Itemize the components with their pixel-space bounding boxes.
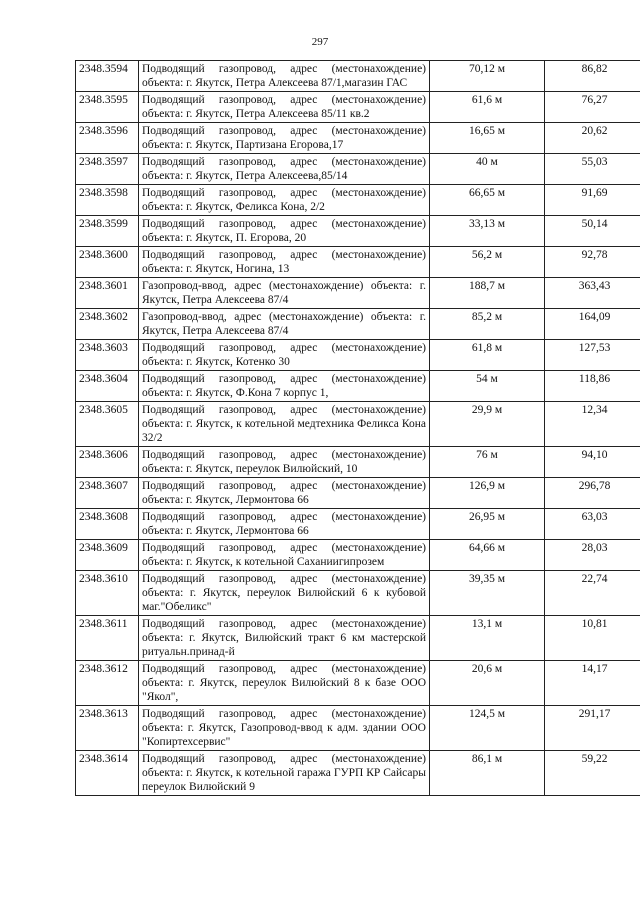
cell-length: 126,9 м [430, 478, 545, 509]
table-row [76, 61, 640, 92]
cell-id: 2348.3600 [76, 247, 139, 278]
cell-cost: 296,78 [545, 478, 640, 509]
cell-description: Подводящий газопровод, адрес (местонахождение) объекта: г. Якутск, Ногина, 13 [139, 247, 430, 278]
cell-description: Подводящий газопровод, адрес (местонахождение) объекта: г. Якутск, Феликса Кона, 2/2 [139, 185, 430, 216]
cell-id: 2348.3609 [76, 540, 139, 571]
cell-description: Подводящий газопровод, адрес (местонахождение) объекта: г. Якутск, Лермонтова 66 [139, 509, 430, 540]
cell-length: 188,7 м [430, 278, 545, 309]
cell-id: 2348.3607 [76, 478, 139, 509]
cell-length: 76 м [430, 447, 545, 478]
cell-description: Подводящий газопровод, адрес (местонахождение) объекта: г. Якутск, переулок Вилюйский, 10 [139, 447, 430, 478]
cell-length: 85,2 м [430, 309, 545, 340]
cell-description: Подводящий газопровод, адрес (местонахождение) объекта: г. Якутск, переулок Вилюйский 8 к базе ООО "Якол", [139, 661, 430, 706]
cell-length: 66,65 м [430, 185, 545, 216]
cell-length: 124,5 м [430, 706, 545, 751]
cell-description: Подводящий газопровод, адрес (местонахождение) объекта: г. Якутск, Петра Алексеева 87/1,магазин ГАС [139, 61, 430, 92]
cell-id: 2348.3613 [76, 706, 139, 751]
table-row [76, 309, 640, 340]
cell-length: 64,66 м [430, 540, 545, 571]
cell-id: 2348.3601 [76, 278, 139, 309]
cell-id: 2348.3614 [76, 751, 139, 796]
cell-cost: 50,14 [545, 216, 640, 247]
table-row [76, 340, 640, 371]
cell-description: Подводящий газопровод, адрес (местонахождение) объекта: г. Якутск, Газопровод-ввод к адм. здании ООО "Копиртехсервис" [139, 706, 430, 751]
registry-table-body [76, 61, 640, 796]
cell-length: 40 м [430, 154, 545, 185]
cell-id: 2348.3606 [76, 447, 139, 478]
cell-cost: 291,17 [545, 706, 640, 751]
table-row [76, 278, 640, 309]
cell-description: Подводящий газопровод, адрес (местонахождение) объекта: г. Якутск, Лермонтова 66 [139, 478, 430, 509]
cell-cost: 63,03 [545, 509, 640, 540]
cell-description: Подводящий газопровод, адрес (местонахождение) объекта: г. Якутск, Петра Алексеева 85/11 кв.2 [139, 92, 430, 123]
registry-table [75, 60, 640, 796]
cell-cost: 55,03 [545, 154, 640, 185]
cell-cost: 14,17 [545, 661, 640, 706]
cell-length: 86,1 м [430, 751, 545, 796]
cell-cost: 86,82 [545, 61, 640, 92]
cell-description: Подводящий газопровод, адрес (местонахождение) объекта: г. Якутск, Вилюйский тракт 6 км мастерской ритуальн.принад-й [139, 616, 430, 661]
cell-length: 56,2 м [430, 247, 545, 278]
cell-length: 29,9 м [430, 402, 545, 447]
cell-length: 33,13 м [430, 216, 545, 247]
cell-description: Подводящий газопровод, адрес (местонахождение) объекта: г. Якутск, Партизана Егорова,17 [139, 123, 430, 154]
cell-id: 2348.3611 [76, 616, 139, 661]
cell-id: 2348.3599 [76, 216, 139, 247]
table-row [76, 216, 640, 247]
cell-cost: 59,22 [545, 751, 640, 796]
cell-cost: 20,62 [545, 123, 640, 154]
cell-length: 26,95 м [430, 509, 545, 540]
table-row [76, 447, 640, 478]
cell-description: Газопровод-ввод, адрес (местонахождение) объекта: г. Якутск, Петра Алексеева 87/4 [139, 278, 430, 309]
table-row [76, 92, 640, 123]
cell-length: 16,65 м [430, 123, 545, 154]
cell-id: 2348.3595 [76, 92, 139, 123]
cell-id: 2348.3597 [76, 154, 139, 185]
cell-description: Подводящий газопровод, адрес (местонахождение) объекта: г. Якутск, к котельной медтехника Феликса Кона 32/2 [139, 402, 430, 447]
cell-id: 2348.3596 [76, 123, 139, 154]
cell-id: 2348.3610 [76, 571, 139, 616]
table-row [76, 154, 640, 185]
cell-cost: 22,74 [545, 571, 640, 616]
cell-length: 54 м [430, 371, 545, 402]
table-row [76, 402, 640, 447]
cell-description: Подводящий газопровод, адрес (местонахождение) объекта: г. Якутск, П. Егорова, 20 [139, 216, 430, 247]
cell-length: 20,6 м [430, 661, 545, 706]
table-row [76, 706, 640, 751]
cell-length: 13,1 м [430, 616, 545, 661]
cell-description: Подводящий газопровод, адрес (местонахождение) объекта: г. Якутск, Котенко 30 [139, 340, 430, 371]
cell-id: 2348.3602 [76, 309, 139, 340]
cell-cost: 118,86 [545, 371, 640, 402]
cell-id: 2348.3598 [76, 185, 139, 216]
cell-cost: 28,03 [545, 540, 640, 571]
table-row [76, 123, 640, 154]
cell-id: 2348.3605 [76, 402, 139, 447]
cell-cost: 91,69 [545, 185, 640, 216]
table-row [76, 751, 640, 796]
cell-length: 61,6 м [430, 92, 545, 123]
table-row [76, 371, 640, 402]
table-row [76, 571, 640, 616]
cell-length: 61,8 м [430, 340, 545, 371]
cell-description: Подводящий газопровод, адрес (местонахождение) объекта: г. Якутск, Петра Алексеева,85/14 [139, 154, 430, 185]
cell-cost: 94,10 [545, 447, 640, 478]
cell-id: 2348.3604 [76, 371, 139, 402]
cell-cost: 76,27 [545, 92, 640, 123]
cell-id: 2348.3608 [76, 509, 139, 540]
table-row [76, 247, 640, 278]
cell-cost: 10,81 [545, 616, 640, 661]
cell-id: 2348.3612 [76, 661, 139, 706]
table-row [76, 540, 640, 571]
page-number: 297 [311, 36, 329, 48]
table-row [76, 616, 640, 661]
cell-description: Подводящий газопровод, адрес (местонахождение) объекта: г. Якутск, Ф.Кона 7 корпус 1, [139, 371, 430, 402]
table-row [76, 478, 640, 509]
table-row [76, 661, 640, 706]
cell-length: 39,35 м [430, 571, 545, 616]
cell-description: Подводящий газопровод, адрес (местонахождение) объекта: г. Якутск, к котельной гаража ГУРП КР Сайсары переулок Вилюйский 9 [139, 751, 430, 796]
table-row [76, 185, 640, 216]
cell-description: Подводящий газопровод, адрес (местонахождение) объекта: г. Якутск, к котельной Саханиигипрозем [139, 540, 430, 571]
cell-cost: 127,53 [545, 340, 640, 371]
table-row [76, 509, 640, 540]
cell-cost: 363,43 [545, 278, 640, 309]
cell-id: 2348.3594 [76, 61, 139, 92]
cell-length: 70,12 м [430, 61, 545, 92]
cell-description: Подводящий газопровод, адрес (местонахождение) объекта: г. Якутск, переулок Вилюйский 6 к кубовой маг."Обеликс" [139, 571, 430, 616]
cell-cost: 164,09 [545, 309, 640, 340]
cell-id: 2348.3603 [76, 340, 139, 371]
cell-cost: 92,78 [545, 247, 640, 278]
cell-description: Газопровод-ввод, адрес (местонахождение) объекта: г. Якутск, Петра Алексеева 87/4 [139, 309, 430, 340]
cell-cost: 12,34 [545, 402, 640, 447]
